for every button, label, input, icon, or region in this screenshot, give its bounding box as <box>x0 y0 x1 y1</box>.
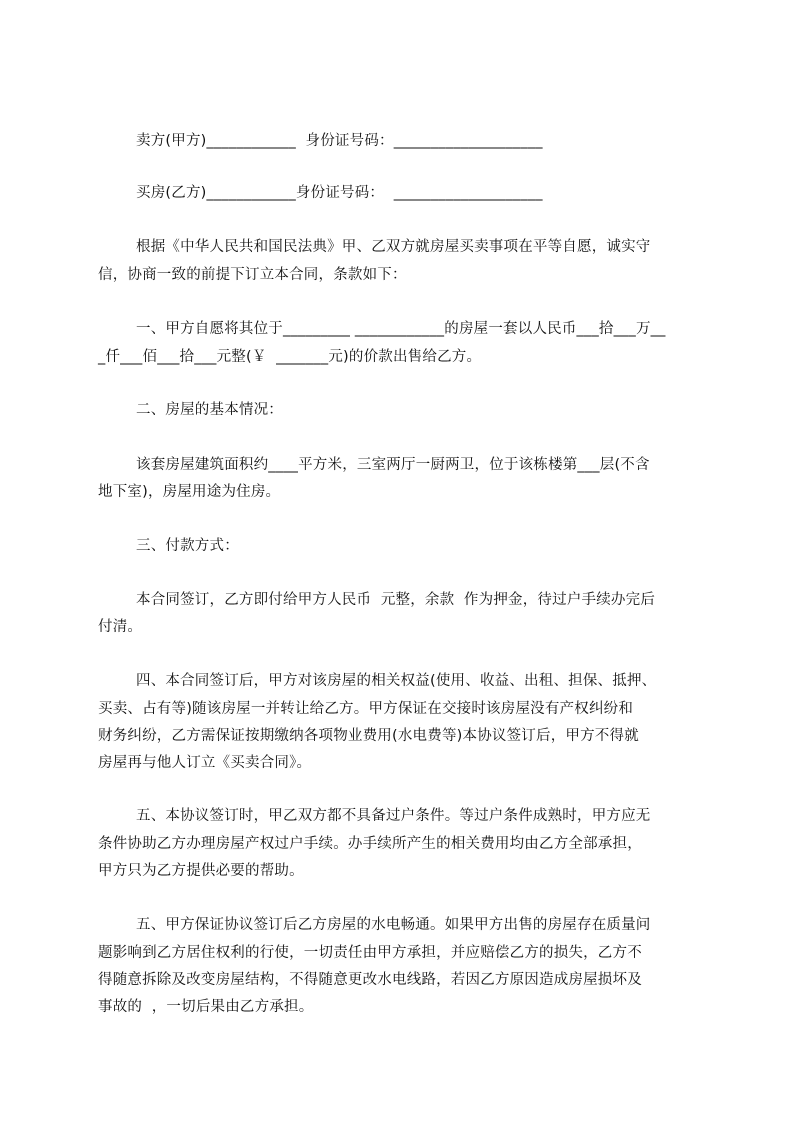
clause-5b-line-1: 五、甲方保证协议签订后乙方房屋的水电畅通。如果甲方出售的房屋存在质量问 <box>136 917 651 933</box>
clause-4-line-3: 财务纠纷，乙方需保证按期缴纳各项物业费用(水电费等)本协议签订后，甲方不得就 <box>98 728 639 744</box>
intro-line-1: 根据《中华人民共和国民法典》甲、乙双方就房屋买卖事项在平等自愿，诚实守 <box>136 239 651 255</box>
clause-1-line-1: 一、甲方自愿将其位于_________ ____________的房屋一套以人民币___拾___万__ <box>136 321 666 337</box>
clause-5b-line-2: 题影响到乙方居住权利的行使，一切责任由甲方承担，并应赔偿乙方的损失，乙方不 <box>98 945 642 961</box>
clause-5-line-1: 五、本协议签订时，甲乙双方都不具备过户条件。等过户条件成熟时，甲方应无 <box>136 808 651 824</box>
clause-5b-line-4: 事故的 ，一切后果由乙方承担。 <box>98 999 314 1015</box>
clause-4-line-2: 买卖、占有等)随该房屋一并转让给乙方。甲方保证在交接时该房屋没有产权纠纷和 <box>98 701 634 717</box>
seller-line: 卖方(甲方)____________ 身份证号码：____________________ <box>136 133 543 149</box>
house-info-line-2: 地下室)，房屋用途为住房。 <box>98 484 281 500</box>
house-info-line-1: 该套房屋建筑面积约____平方米，三室两厅一厨两卫，位于该栋楼第___层(不含 <box>136 457 650 473</box>
clause-4-line-4: 房屋再与他人订立《买卖合同》。 <box>98 755 312 771</box>
payment-line-1: 本合同签订，乙方即付给甲方人民币 元整，余款 作为押金，待过户手续办完后 <box>136 592 656 608</box>
clause-1-line-2: _仟___佰___拾___元整(￥ _______元)的价款出售给乙方。 <box>98 349 482 365</box>
clause-5-line-2: 条件协助乙方办理房屋产权过户手续。办手续所产生的相关费用均由乙方全部承担， <box>98 836 642 852</box>
clause-5-line-3: 甲方只为乙方提供必要的帮助。 <box>98 863 304 879</box>
clause-3-title: 三、付款方式： <box>136 538 239 554</box>
intro-line-2: 信，协商一致的前提下订立本合同，条款如下： <box>98 267 407 283</box>
clause-2-title: 二、房屋的基本情况： <box>136 402 283 418</box>
payment-line-2: 付清。 <box>98 619 143 635</box>
clause-5b-line-3: 得随意拆除及改变房屋结构，不得随意更改水电线路，若因乙方原因造成房屋损坏及 <box>98 972 642 988</box>
clause-4-line-1: 四、本合同签订后，甲方对该房屋的相关权益(使用、收益、出租、担保、抵押、 <box>136 673 657 689</box>
buyer-line: 买房(乙方)____________身份证号码： ____________________ <box>136 185 543 201</box>
